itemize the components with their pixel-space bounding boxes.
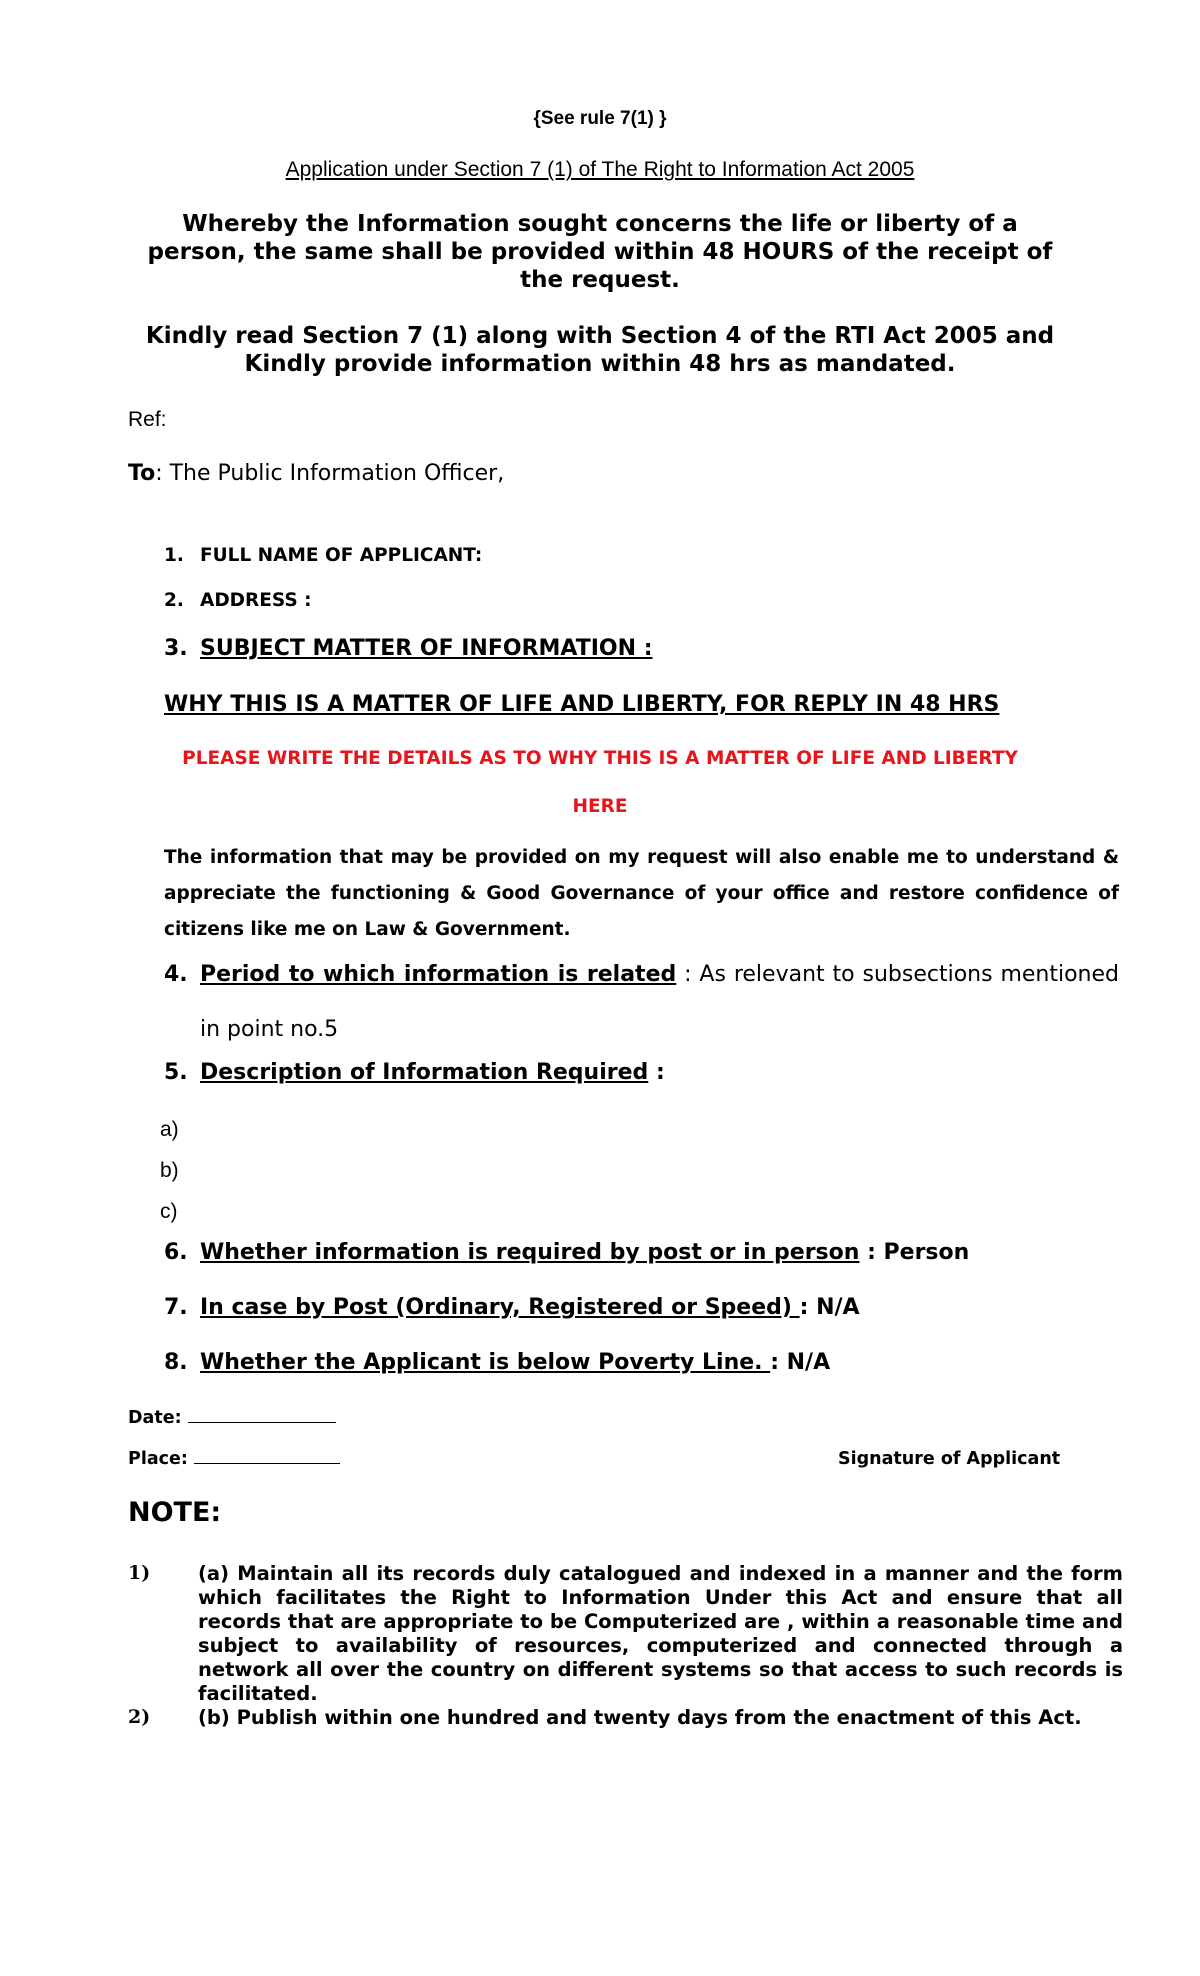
note-text: (b) Publish within one hundred and twenty days from the enactment of this Act. <box>198 1706 1082 1729</box>
note-index: 2) <box>128 1706 151 1728</box>
ref-label: Ref: <box>128 408 167 431</box>
kindly-read-notice: Kindly read Section 7 (1) along with Section 4 of the RTI Act 2005 and Kindly provide information within 48 hrs as mandated. <box>145 323 1055 377</box>
application-title: Application under Section 7 (1) of The Right to Information Act 2005 <box>285 158 915 181</box>
place-blank-line[interactable] <box>194 1462 340 1464</box>
field-value: : As relevant to subsections mentioned in point no.5 <box>200 962 1120 1042</box>
field-value: : N/A <box>799 1295 860 1320</box>
field-poverty-line <box>164 1350 830 1375</box>
field-period <box>164 947 1119 1057</box>
field-label: Period to which information is related <box>200 962 677 987</box>
item-number: 2. <box>164 590 184 611</box>
date-blank-line[interactable] <box>188 1421 336 1423</box>
enable-paragraph: The information that may be provided on my request will also enable me to understand & appreciate the functioning & Good Governance of your office and restore confidence of citizens like me on Law & Government. <box>164 847 1119 940</box>
field-label: In case by Post (Ordinary, Registered or Speed) <box>200 1295 800 1320</box>
note-index: 1) <box>128 1562 151 1584</box>
field-label: FULL NAME OF APPLICANT: <box>200 545 483 566</box>
field-delivery-mode <box>164 1240 969 1265</box>
field-label: Description of Information Required <box>200 1060 649 1085</box>
date-label: Date: <box>128 1408 182 1428</box>
item-number: 1. <box>164 545 184 566</box>
to-label: To <box>128 461 156 486</box>
sub-item-a: a) <box>160 1118 179 1141</box>
signature-label: Signature of Applicant <box>838 1449 1061 1469</box>
note-item-1 <box>128 1562 1123 1705</box>
field-suffix: : <box>648 1060 665 1085</box>
field-label: SUBJECT MATTER OF INFORMATION : <box>200 636 653 661</box>
sub-item-c: c) <box>160 1200 178 1223</box>
field-post-type <box>164 1295 860 1320</box>
note-heading: NOTE: <box>128 1497 222 1528</box>
item-number: 4. <box>164 962 188 987</box>
field-subject-matter <box>164 636 653 661</box>
red-instruction: PLEASE WRITE THE DETAILS AS TO WHY THIS IS A MATTER OF LIFE AND LIBERTY <box>182 748 1018 769</box>
field-description <box>164 1060 665 1085</box>
red-instruction-here: HERE <box>572 796 628 817</box>
field-label: ADDRESS : <box>200 590 312 611</box>
field-full-name <box>164 545 482 566</box>
item-number: 3. <box>164 636 188 661</box>
to-line <box>128 461 504 486</box>
item-number: 5. <box>164 1060 188 1085</box>
field-value: : Person <box>859 1240 970 1265</box>
rule-reference: {See rule 7(1) } <box>533 108 667 129</box>
field-label: Whether the Applicant is below Poverty Line. <box>200 1350 771 1375</box>
item-number: 7. <box>164 1295 188 1320</box>
field-address <box>164 590 312 611</box>
note-text: (a) Maintain all its records duly catalogued and indexed in a manner and the form which facilitates the Right to Information Under this Act and ensure that all records that are appropriate to be Computerized are , within a reasonable time and subject to availability of resources, computerized and connected through a network all over the country on different systems so that access to such records is facilitated. <box>198 1562 1123 1705</box>
note-item-2 <box>128 1706 1123 1736</box>
item-number: 6. <box>164 1240 188 1265</box>
place-label: Place: <box>128 1449 188 1469</box>
to-recipient: : The Public Information Officer, <box>155 461 505 486</box>
date-field <box>128 1408 336 1428</box>
why-life-liberty-heading: WHY THIS IS A MATTER OF LIFE AND LIBERTY, FOR REPLY IN 48 HRS <box>164 692 1000 717</box>
item-number: 8. <box>164 1350 188 1375</box>
field-label: Whether information is required by post or in person <box>200 1240 860 1265</box>
urgency-notice: Whereby the Information sought concerns the life or liberty of a person, the same shall be provided within 48 HOURS of the receipt of the request. <box>147 211 1053 293</box>
field-value: : N/A <box>770 1350 831 1375</box>
place-field <box>128 1449 340 1469</box>
sub-item-b: b) <box>160 1159 179 1182</box>
